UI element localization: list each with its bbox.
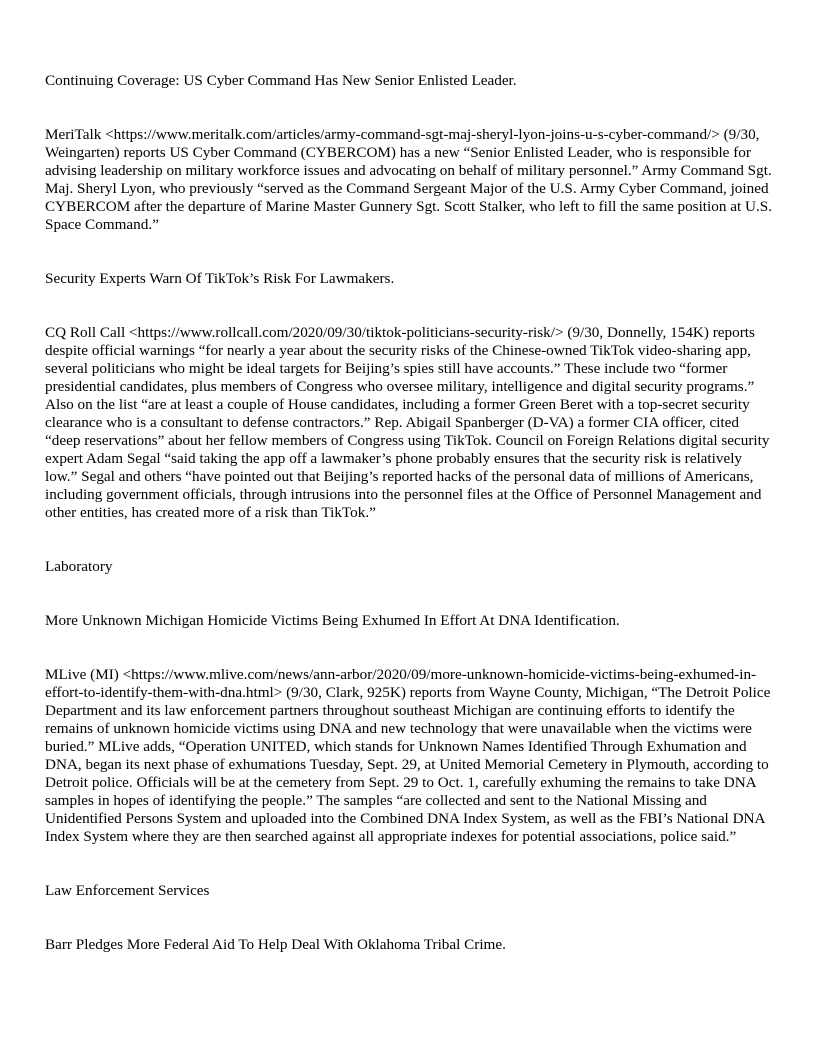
article-body-tiktok: CQ Roll Call <https://www.rollcall.com/2020/09/30/tiktok-politicians-security-risk/> (9/30, Donnelly, 154K) reports despite official warnings “for nearly a year about the security risks of the Chinese-owned TikTok video-sharing app, several politicians who might be ideal targets for Beijing’s spies still have accounts.” These include two “former presidential candidates, plus members of Congress who oversee military, intelligence and digital security programs.” Also on the list “are at least a couple of House candidates, including a former Green Beret with a top-secret security clearance who is a consultant to defense contractors.” Rep. Abigail Spanberger (D-VA) a former CIA officer, cited “deep reservations” about her fellow members of Congress using TikTok. Council on Foreign Relations digital security expert Adam Segal “said taking the app off a lawmaker’s phone probably ensures that the security risk is relatively low.” Segal and others “have pointed out that Beijing’s reported hacks of the personal data of millions of Americans, including government officials, through intrusions into the personnel files at the Office of Personnel Management and other entities, has created more of a risk than TikTok.” [45,324,770,521]
spacer [45,846,775,882]
spacer [45,90,775,126]
spacer [45,288,775,324]
article-body-cybercom: MeriTalk <https://www.meritalk.com/articles/army-command-sgt-maj-sheryl-lyon-joins-u-s-cyber-command/> (9/30, Weingarten) reports US Cyber Command (CYBERCOM) has a new “Senior Enlisted Leader, who is responsible for advising leadership on military workforce issues and advocating on behalf of military personnel.” Army Command Sgt. Maj. Sheryl Lyon, who previously “served as the Command Sergeant Major of the U.S. Army Cyber Command, joined CYBERCOM after the departure of Marine Master Gunnery Sgt. Scott Stalker, who left to fill the same position at U.S. Space Command.” [45,126,772,233]
headline-cybercom: Continuing Coverage: US Cyber Command Has New Senior Enlisted Leader. [45,72,517,89]
headline-barr-oklahoma: Barr Pledges More Federal Aid To Help Deal With Oklahoma Tribal Crime. [45,936,506,953]
headline-michigan-dna: More Unknown Michigan Homicide Victims Being Exhumed In Effort At DNA Identification. [45,612,620,629]
spacer [45,576,775,612]
headline-tiktok: Security Experts Warn Of TikTok’s Risk For Lawmakers. [45,270,395,287]
document-page [45,72,775,954]
spacer [45,900,775,936]
section-heading-law-enforcement: Law Enforcement Services [45,882,210,899]
spacer [45,630,775,666]
spacer [45,522,775,558]
article-body-michigan-dna: MLive (MI) <https://www.mlive.com/news/ann-arbor/2020/09/more-unknown-homicide-victims-being-exhumed-in-effort-to-identify-them-with-dna.html> (9/30, Clark, 925K) reports from Wayne County, Michigan, “The Detroit Police Department and its law enforcement partners throughout southeast Michigan are continuing efforts to identify the remains of unknown homicide victims using DNA and new technology that were unavailable when the victims were buried.” MLive adds, “Operation UNITED, which stands for Unknown Names Identified Through Exhumation and DNA, began its next phase of exhumations Tuesday, Sept. 29, at United Memorial Cemetery in Plymouth, according to Detroit police. Officials will be at the cemetery from Sept. 29 to Oct. 1, carefully exhuming the remains to take DNA samples in hopes of identifying the people.” The samples “are collected and sent to the National Missing and Unidentified Persons System and uploaded into the Combined DNA Index System, as well as the FBI’s National DNA Index System where they are then searched against all appropriate indexes for potential associations, police said.” [45,666,771,845]
spacer [45,234,775,270]
section-heading-laboratory: Laboratory [45,558,113,575]
